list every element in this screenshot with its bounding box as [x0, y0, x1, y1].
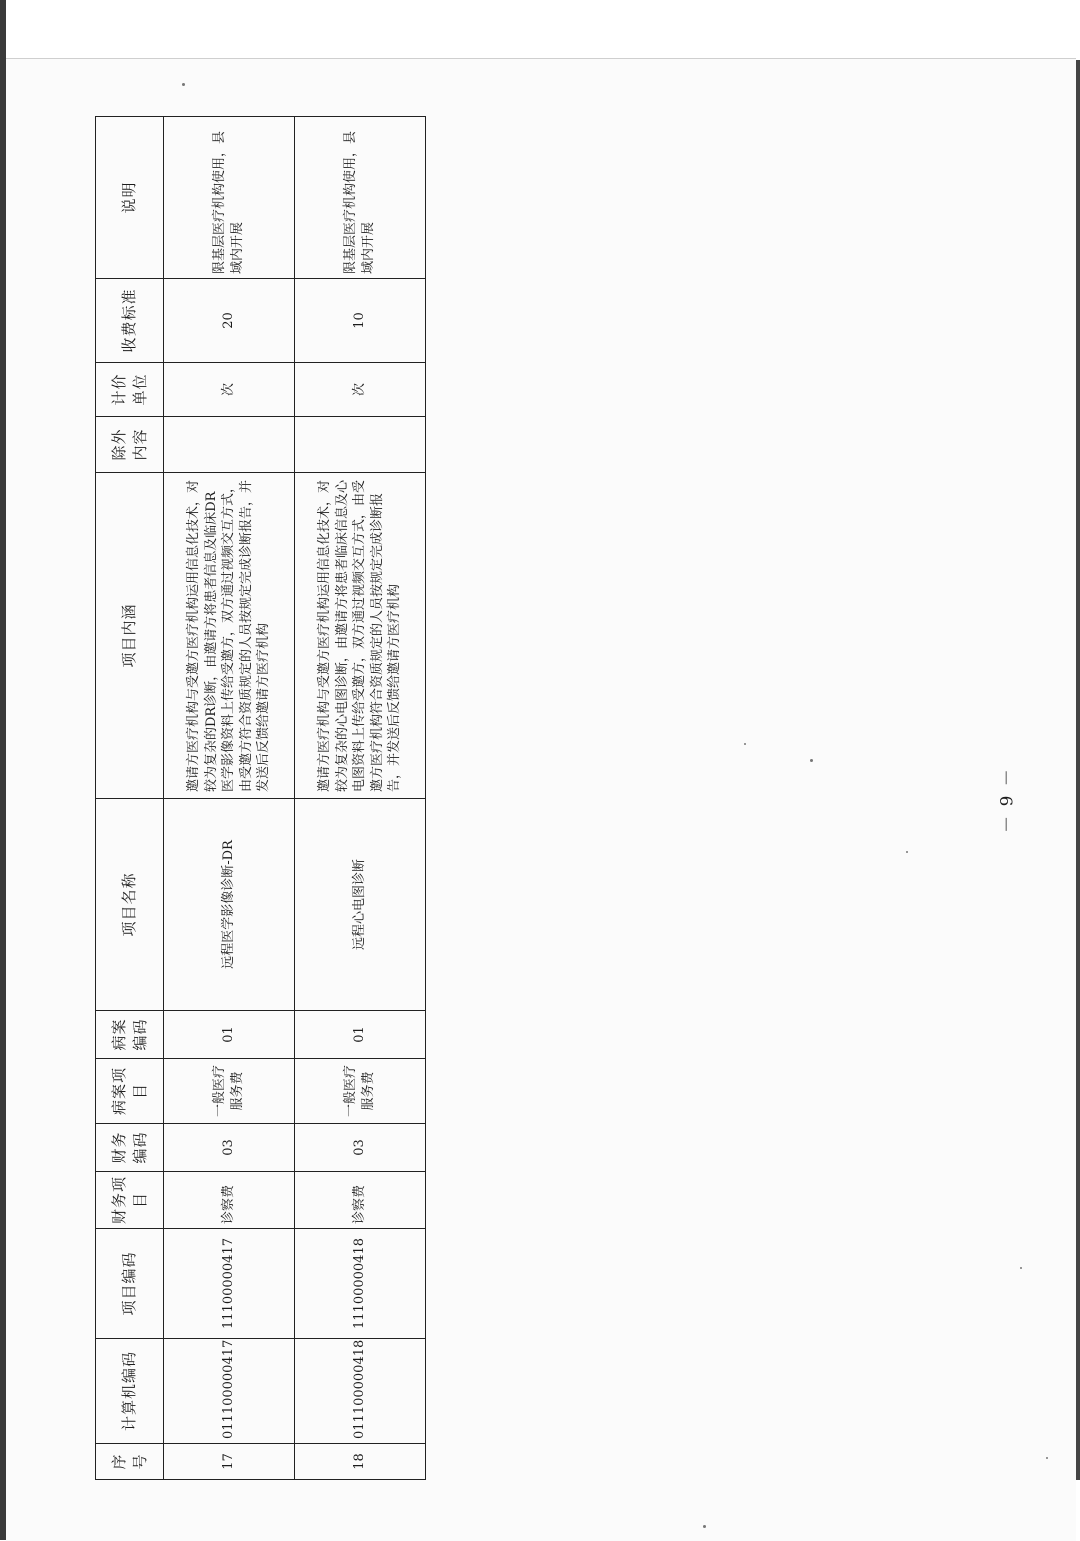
header-item-content: 项目内涵 — [96, 473, 164, 799]
cell-unit: 次 — [295, 363, 426, 417]
table-header-row — [96, 117, 164, 1480]
cell-item-name: 远程心电图诊断 — [295, 799, 426, 1011]
fee-table-container — [95, 117, 425, 1480]
cell-fee: 20 — [164, 279, 295, 363]
page-number-text: － 9 － — [997, 767, 1018, 833]
header-seq: 序号 — [96, 1444, 164, 1480]
cell-case-item: 一般医疗服务费 — [295, 1059, 426, 1124]
table-row — [164, 117, 295, 1480]
scan-speck — [906, 851, 908, 853]
header-item-name: 项目名称 — [96, 799, 164, 1011]
scan-speck — [1020, 1267, 1022, 1269]
cell-note: 限基层医疗机构使用，县域内开展 — [164, 117, 295, 279]
cell-exclusions — [295, 417, 426, 473]
fee-table — [95, 116, 426, 1480]
cell-item-code: 11100000418 — [295, 1229, 426, 1339]
cell-seq: 18 — [295, 1444, 426, 1480]
cell-item-name: 远程医学影像诊断-DR — [164, 799, 295, 1011]
header-exclusions: 除外内容 — [96, 417, 164, 473]
page-number — [985, 760, 1025, 840]
cell-computer-code: 011100000418 — [295, 1339, 426, 1444]
header-unit: 计价单位 — [96, 363, 164, 417]
cell-note: 限基层医疗机构使用，县域内开展 — [295, 117, 426, 279]
header-case-code: 病案编码 — [96, 1011, 164, 1059]
cell-item-code: 11100000417 — [164, 1229, 295, 1339]
cell-item-content: 邀请方医疗机构与受邀方医疗机构运用信息化技术，对较为复杂的心电图诊断，由邀请方将患者临床信息及心电图资料上传给受邀方，双方通过视频交互方式，由受邀方医疗机构符合资质规定的人员按规定完成诊断报告，并发送后反馈给邀请方医疗机构 — [295, 473, 426, 799]
header-case-item: 病案项目 — [96, 1059, 164, 1124]
cell-fee: 10 — [295, 279, 426, 363]
cell-case-code: 01 — [295, 1011, 426, 1059]
header-finance-code: 财务编码 — [96, 1124, 164, 1172]
header-note: 说明 — [96, 117, 164, 279]
cell-computer-code: 011100000417 — [164, 1339, 295, 1444]
cell-finance-item: 诊察费 — [295, 1172, 426, 1229]
cell-finance-item: 诊察费 — [164, 1172, 295, 1229]
scan-edge-right — [1076, 60, 1080, 1480]
scan-speck — [810, 759, 813, 762]
cell-case-code: 01 — [164, 1011, 295, 1059]
cell-item-content: 邀请方医疗机构与受邀方医疗机构运用信息化技术，对较为复杂的DR诊断，由邀请方将患者信息及临床DR医学影像资料上传给受邀方，双方通过视频交互方式，由受邀方符合资质规定的人员按规定完成诊断报告，并发送后反馈给邀请方医疗机构 — [164, 473, 295, 799]
table-row — [295, 117, 426, 1480]
header-item-code: 项目编码 — [96, 1229, 164, 1339]
header-finance-item: 财务项目 — [96, 1172, 164, 1229]
scan-speck — [744, 743, 746, 745]
scan-speck — [182, 83, 185, 86]
header-computer-code: 计算机编码 — [96, 1339, 164, 1444]
cell-seq: 17 — [164, 1444, 295, 1480]
cell-finance-code: 03 — [295, 1124, 426, 1172]
header-fee: 收费标准 — [96, 279, 164, 363]
cell-case-item: 一般医疗服务费 — [164, 1059, 295, 1124]
cell-exclusions — [164, 417, 295, 473]
cell-finance-code: 03 — [164, 1124, 295, 1172]
cell-unit: 次 — [164, 363, 295, 417]
scan-speck — [703, 1525, 706, 1528]
scan-speck — [1046, 1457, 1048, 1459]
